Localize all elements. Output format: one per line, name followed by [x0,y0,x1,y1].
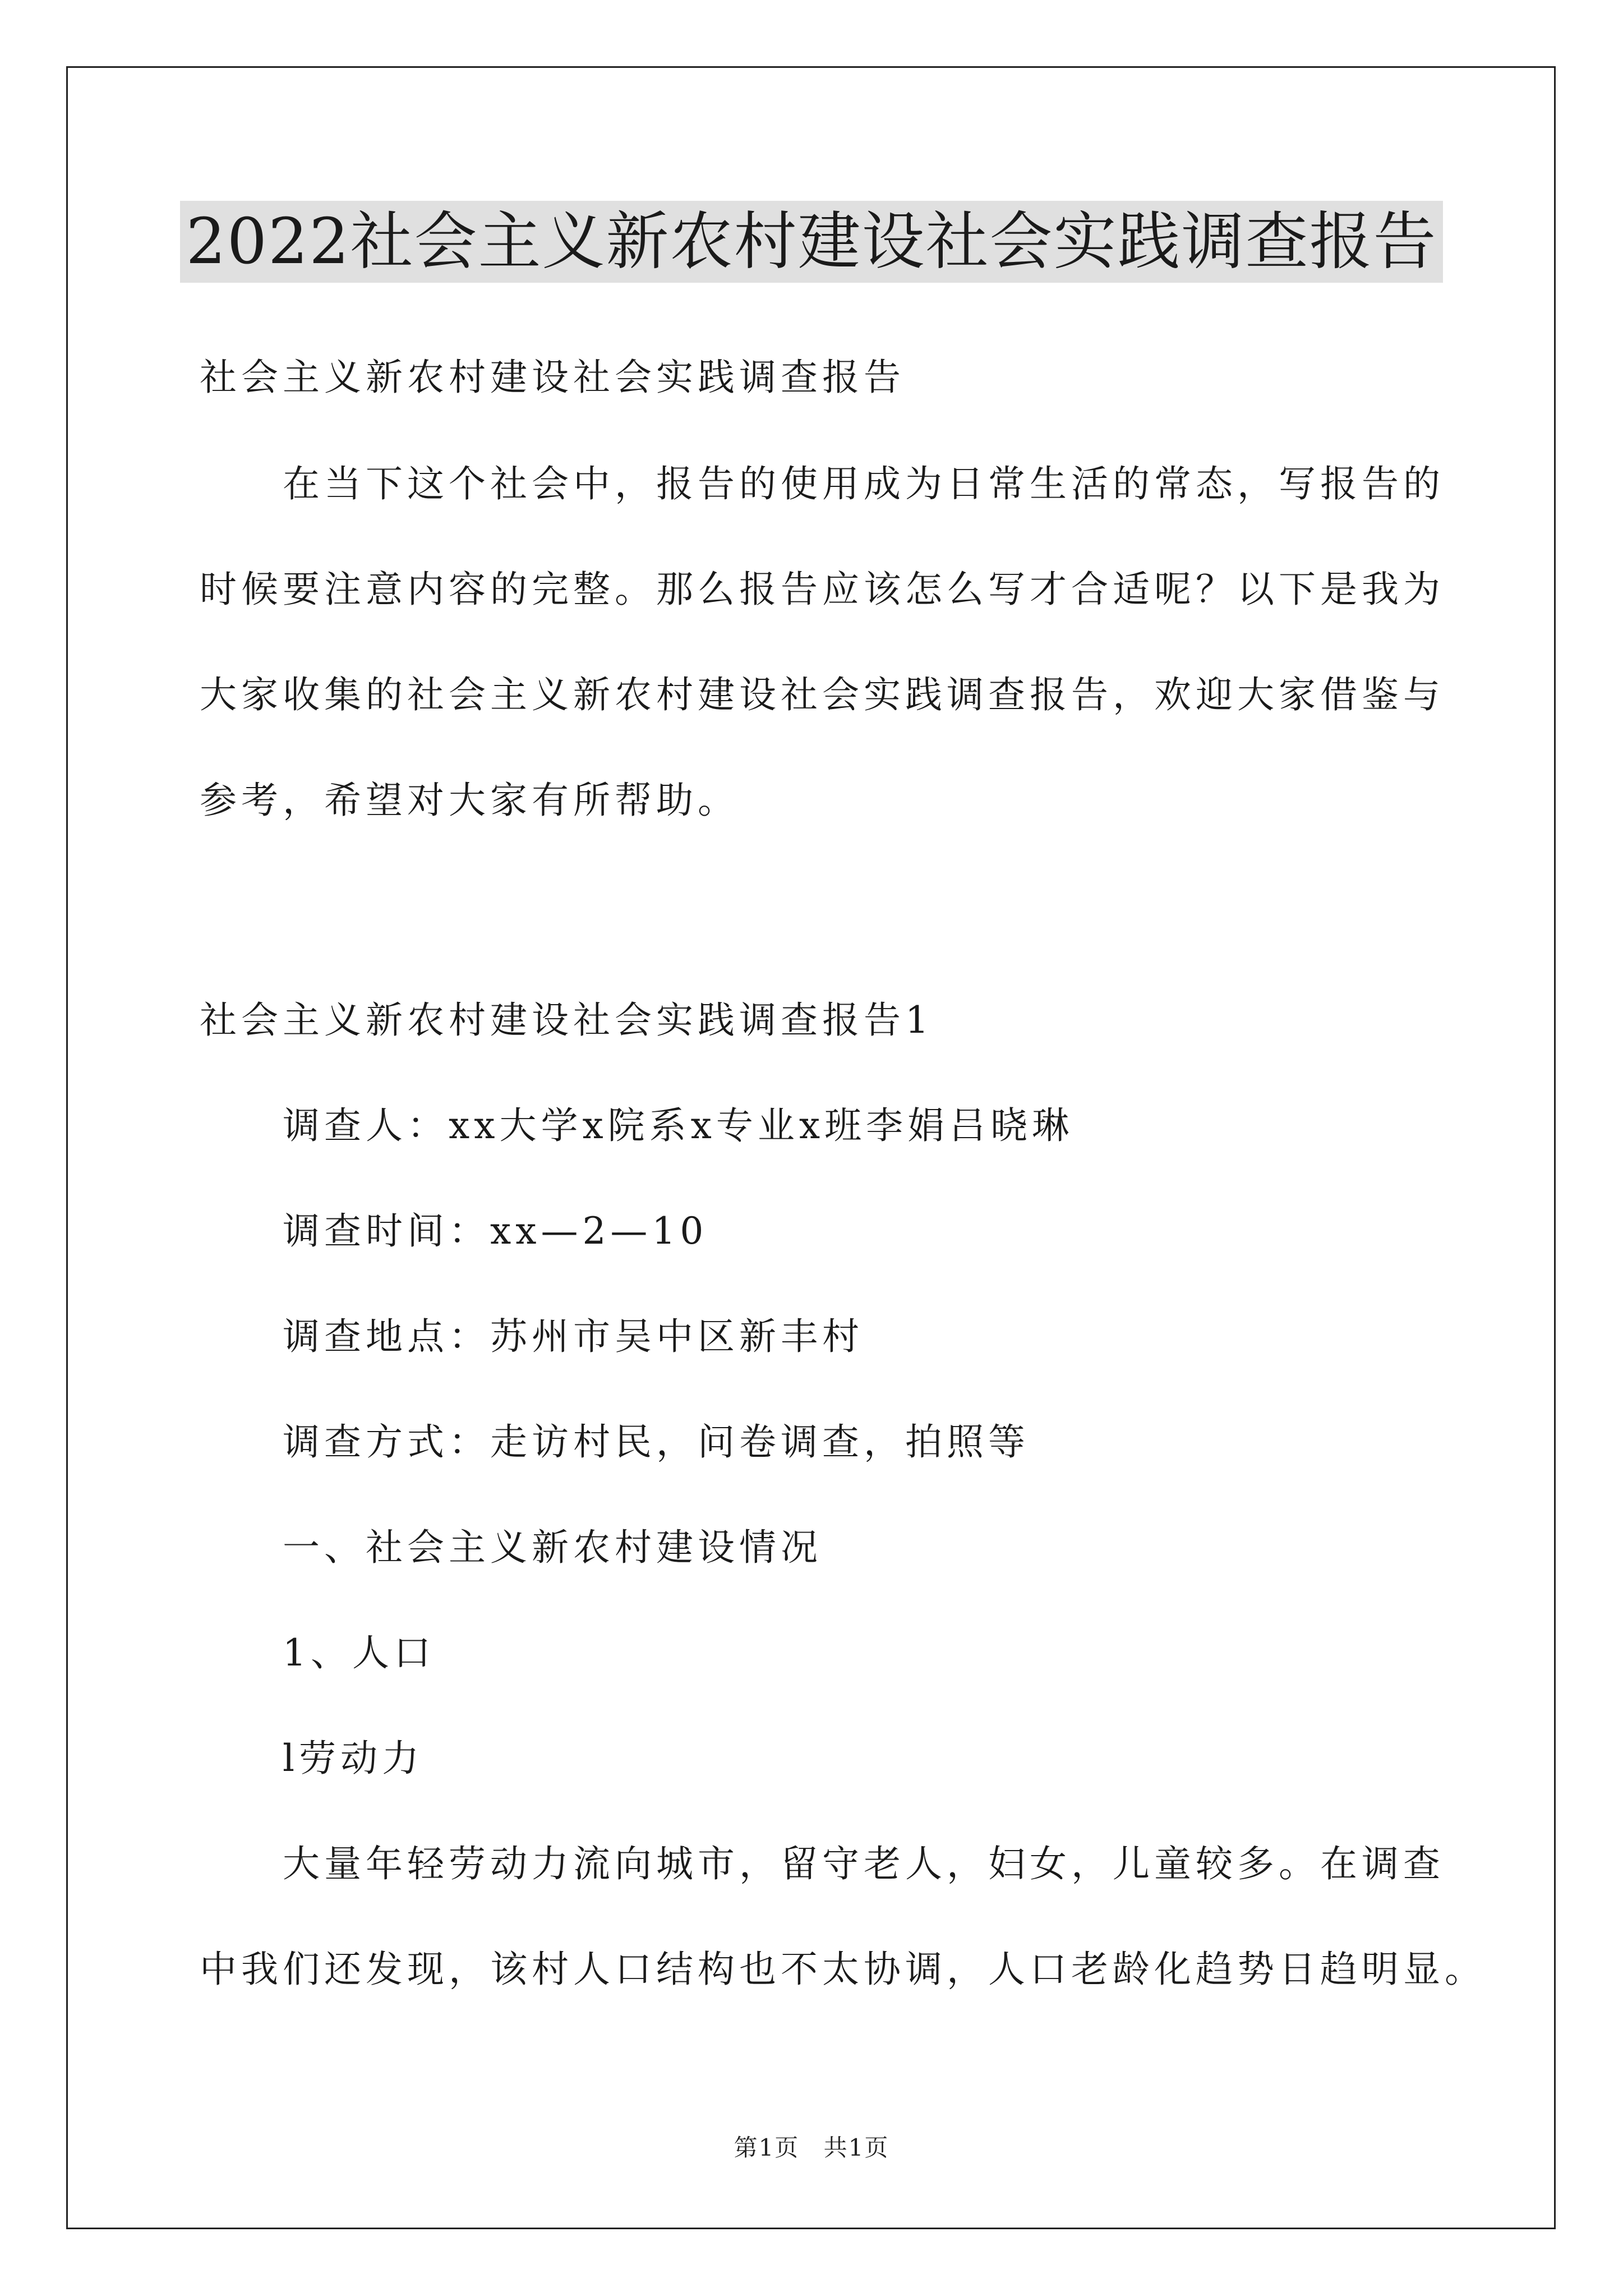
survey-date-line: 调查时间：xx—2—10 [283,1209,708,1253]
document-title: 2022社会主义新农村建设社会实践调查报告 [180,201,1442,283]
body-line-1: 大量年轻劳动力流向城市，留守老人，妇女，儿童较多。在调查 [283,1842,1445,1885]
section-heading: 社会主义新农村建设社会实践调查报告1 [200,999,933,1042]
page-number: 第1页 [734,2134,800,2161]
page-footer [0,2129,1623,2163]
survey-method-line: 调查方式：走访村民，问卷调查，拍照等 [283,1420,1030,1464]
document-subtitle: 社会主义新农村建设社会实践调查报告 [200,356,905,399]
intro-line-4: 参考，希望对大家有所帮助。 [200,779,739,822]
item-population: 1、人口 [283,1631,435,1674]
page-total: 共1页 [823,2134,889,2161]
intro-line-2: 时候要注意内容的完整。那么报告应该怎么写才合适呢？以下是我为 [200,568,1445,611]
body-line-2: 中我们还发现，该村人口结构也不太协调，人口老龄化趋势日趋明显。 [200,1948,1486,1991]
part-one-heading: 一、社会主义新农村建设情况 [283,1526,822,1569]
title-container [0,201,1623,283]
survey-location-line: 调查地点：苏州市吴中区新丰村 [283,1315,864,1358]
item-labor: l劳动力 [283,1737,424,1780]
investigators-line: 调查人：xx大学x院系x专业x班李娟吕晓琳 [283,1104,1074,1147]
intro-line-1: 在当下这个社会中，报告的使用成为日常生活的常态，写报告的 [283,462,1445,505]
intro-line-3: 大家收集的社会主义新农村建设社会实践调查报告，欢迎大家借鉴与 [200,673,1445,716]
